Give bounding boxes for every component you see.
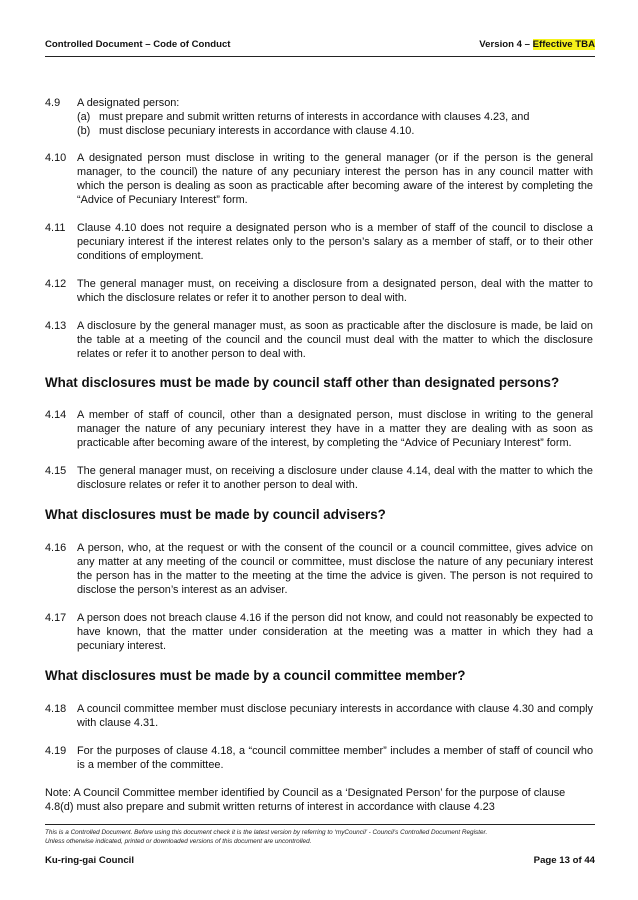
clause-text: For the purposes of clause 4.18, a “council committee member” includes a member of staff of council who is a member of the committee. xyxy=(77,745,593,771)
section-heading-staff-disclosures: What disclosures must be made by council staff other than designated persons? xyxy=(45,375,560,390)
clause-text: A member of staff of council, other than a designated person, must disclose in writing to the general manager the nature of any pecuniary interest they have in a matter they are dealing with as soon as practicable after becoming aware of the interest, by completing the “Advice of Pecuniary Interest” form. xyxy=(77,409,593,449)
clause-number: 4.13 xyxy=(45,320,67,332)
clause-text: A designated person must disclose in writing to the general manager (or if the person is the general manager, to the council) the nature of any pecuniary interest the person has in any council matter with which the person is dealing as soon as practicable after becoming aware of the interest by completing the “Advice of Pecuniary Interest” form. xyxy=(77,152,593,206)
organisation-name: Ku-ring-gai Council xyxy=(45,855,134,866)
clause-4-16 xyxy=(45,541,593,597)
sub-clause-b xyxy=(77,124,593,138)
page-number: Page 13 of 44 xyxy=(533,855,595,866)
sub-clause-a xyxy=(77,110,593,124)
disclaimer-line: Unless otherwise indicated, printed or downloaded versions of this document are uncontrolled. xyxy=(45,838,312,845)
clause-text: A designated person: xyxy=(77,97,180,109)
version-label xyxy=(479,39,595,50)
clause-number: 4.11 xyxy=(45,222,66,234)
clause-text: A person, who, at the request or with the consent of the council or a council committee, gives advice on any matter at any meeting of the council or committee, must disclose the nature of any pecuniary interest the person has in the matter to the meeting at the time the advice is given. The person is not required to disclose the person’s interest as an adviser. xyxy=(77,542,593,596)
document-title: Controlled Document – Code of Conduct xyxy=(45,39,231,50)
clause-4-15 xyxy=(45,464,593,492)
sub-clause-text: must disclose pecuniary interests in accordance with clause 4.10. xyxy=(99,125,415,137)
version-text: Version 4 – xyxy=(479,39,533,50)
clause-4-14 xyxy=(45,408,593,450)
clause-number: 4.14 xyxy=(45,409,67,421)
header-divider xyxy=(45,56,595,57)
clause-number: 4.10 xyxy=(45,152,67,164)
footer-divider xyxy=(45,824,595,825)
clause-text: A disclosure by the general manager must, as soon as practicable after the disclosure is made, be laid on the table at a meeting of the council and the council must deal with the matter to which the disclosure relates or refer it to another person to deal with. xyxy=(77,320,593,360)
clause-text: A council committee member must disclose pecuniary interests in accordance with clause 4.30 and comply with clause 4.31. xyxy=(77,703,593,729)
clause-4-11 xyxy=(45,221,593,263)
clause-4-17 xyxy=(45,611,593,653)
clause-number: 4.9 xyxy=(45,97,61,109)
clause-4-19 xyxy=(45,744,593,772)
clause-number: 4.17 xyxy=(45,612,67,624)
sub-clause-label: (a) xyxy=(77,111,91,123)
clause-number: 4.15 xyxy=(45,465,67,477)
section-heading-committee-member: What disclosures must be made by a council committee member? xyxy=(45,668,466,683)
sub-clause-text: must prepare and submit written returns of interests in accordance with clauses 4.23, and xyxy=(99,111,530,123)
clause-number: 4.18 xyxy=(45,703,67,715)
clause-4-9 xyxy=(45,96,593,138)
clause-text: The general manager must, on receiving a disclosure from a designated person, deal with the matter to which the disclosure relates or refer it to another person to deal with. xyxy=(77,278,593,304)
page-header xyxy=(45,39,595,55)
clause-4-12 xyxy=(45,277,593,305)
clause-text: The general manager must, on receiving a disclosure under clause 4.14, deal with the matter to which the disclosure relates or refer it to another person to deal with. xyxy=(77,465,593,491)
clause-number: 4.12 xyxy=(45,278,67,290)
section-heading-advisers: What disclosures must be made by council advisers? xyxy=(45,507,386,522)
document-body xyxy=(45,96,593,814)
clause-4-10 xyxy=(45,151,593,207)
clause-number: 4.16 xyxy=(45,542,67,554)
clause-4-18 xyxy=(45,702,593,730)
clause-text: Clause 4.10 does not require a designated person who is a member of staff of the council to disclose a pecuniary interest if the interest relates only to the person’s salary as a member of staff, or to their other conditions of employment. xyxy=(77,222,593,262)
clause-number: 4.19 xyxy=(45,745,67,757)
controlled-document-disclaimer xyxy=(45,828,595,846)
effective-status-highlight: Effective TBA xyxy=(532,39,595,50)
clause-text: A person does not breach clause 4.16 if the person did not know, and could not reasonably be expected to have known, that the matter under consideration at the meeting was a matter in which they had a pecuniary interest. xyxy=(77,612,593,652)
sub-clause-label: (b) xyxy=(77,125,91,137)
page-footer xyxy=(45,855,595,869)
disclaimer-line: This is a Controlled Document. Before using this document check it is the latest version by referring to ‘myCouncil’ - Council’s Controlled Document Register. xyxy=(45,829,488,836)
designated-person-note: Note: A Council Committee member identified by Council as a ‘Designated Person’ for the purpose of clause 4.8(d) must also prepare and submit written returns of interest in accordance with clause 4.23 xyxy=(45,787,566,813)
clause-4-13 xyxy=(45,319,593,361)
